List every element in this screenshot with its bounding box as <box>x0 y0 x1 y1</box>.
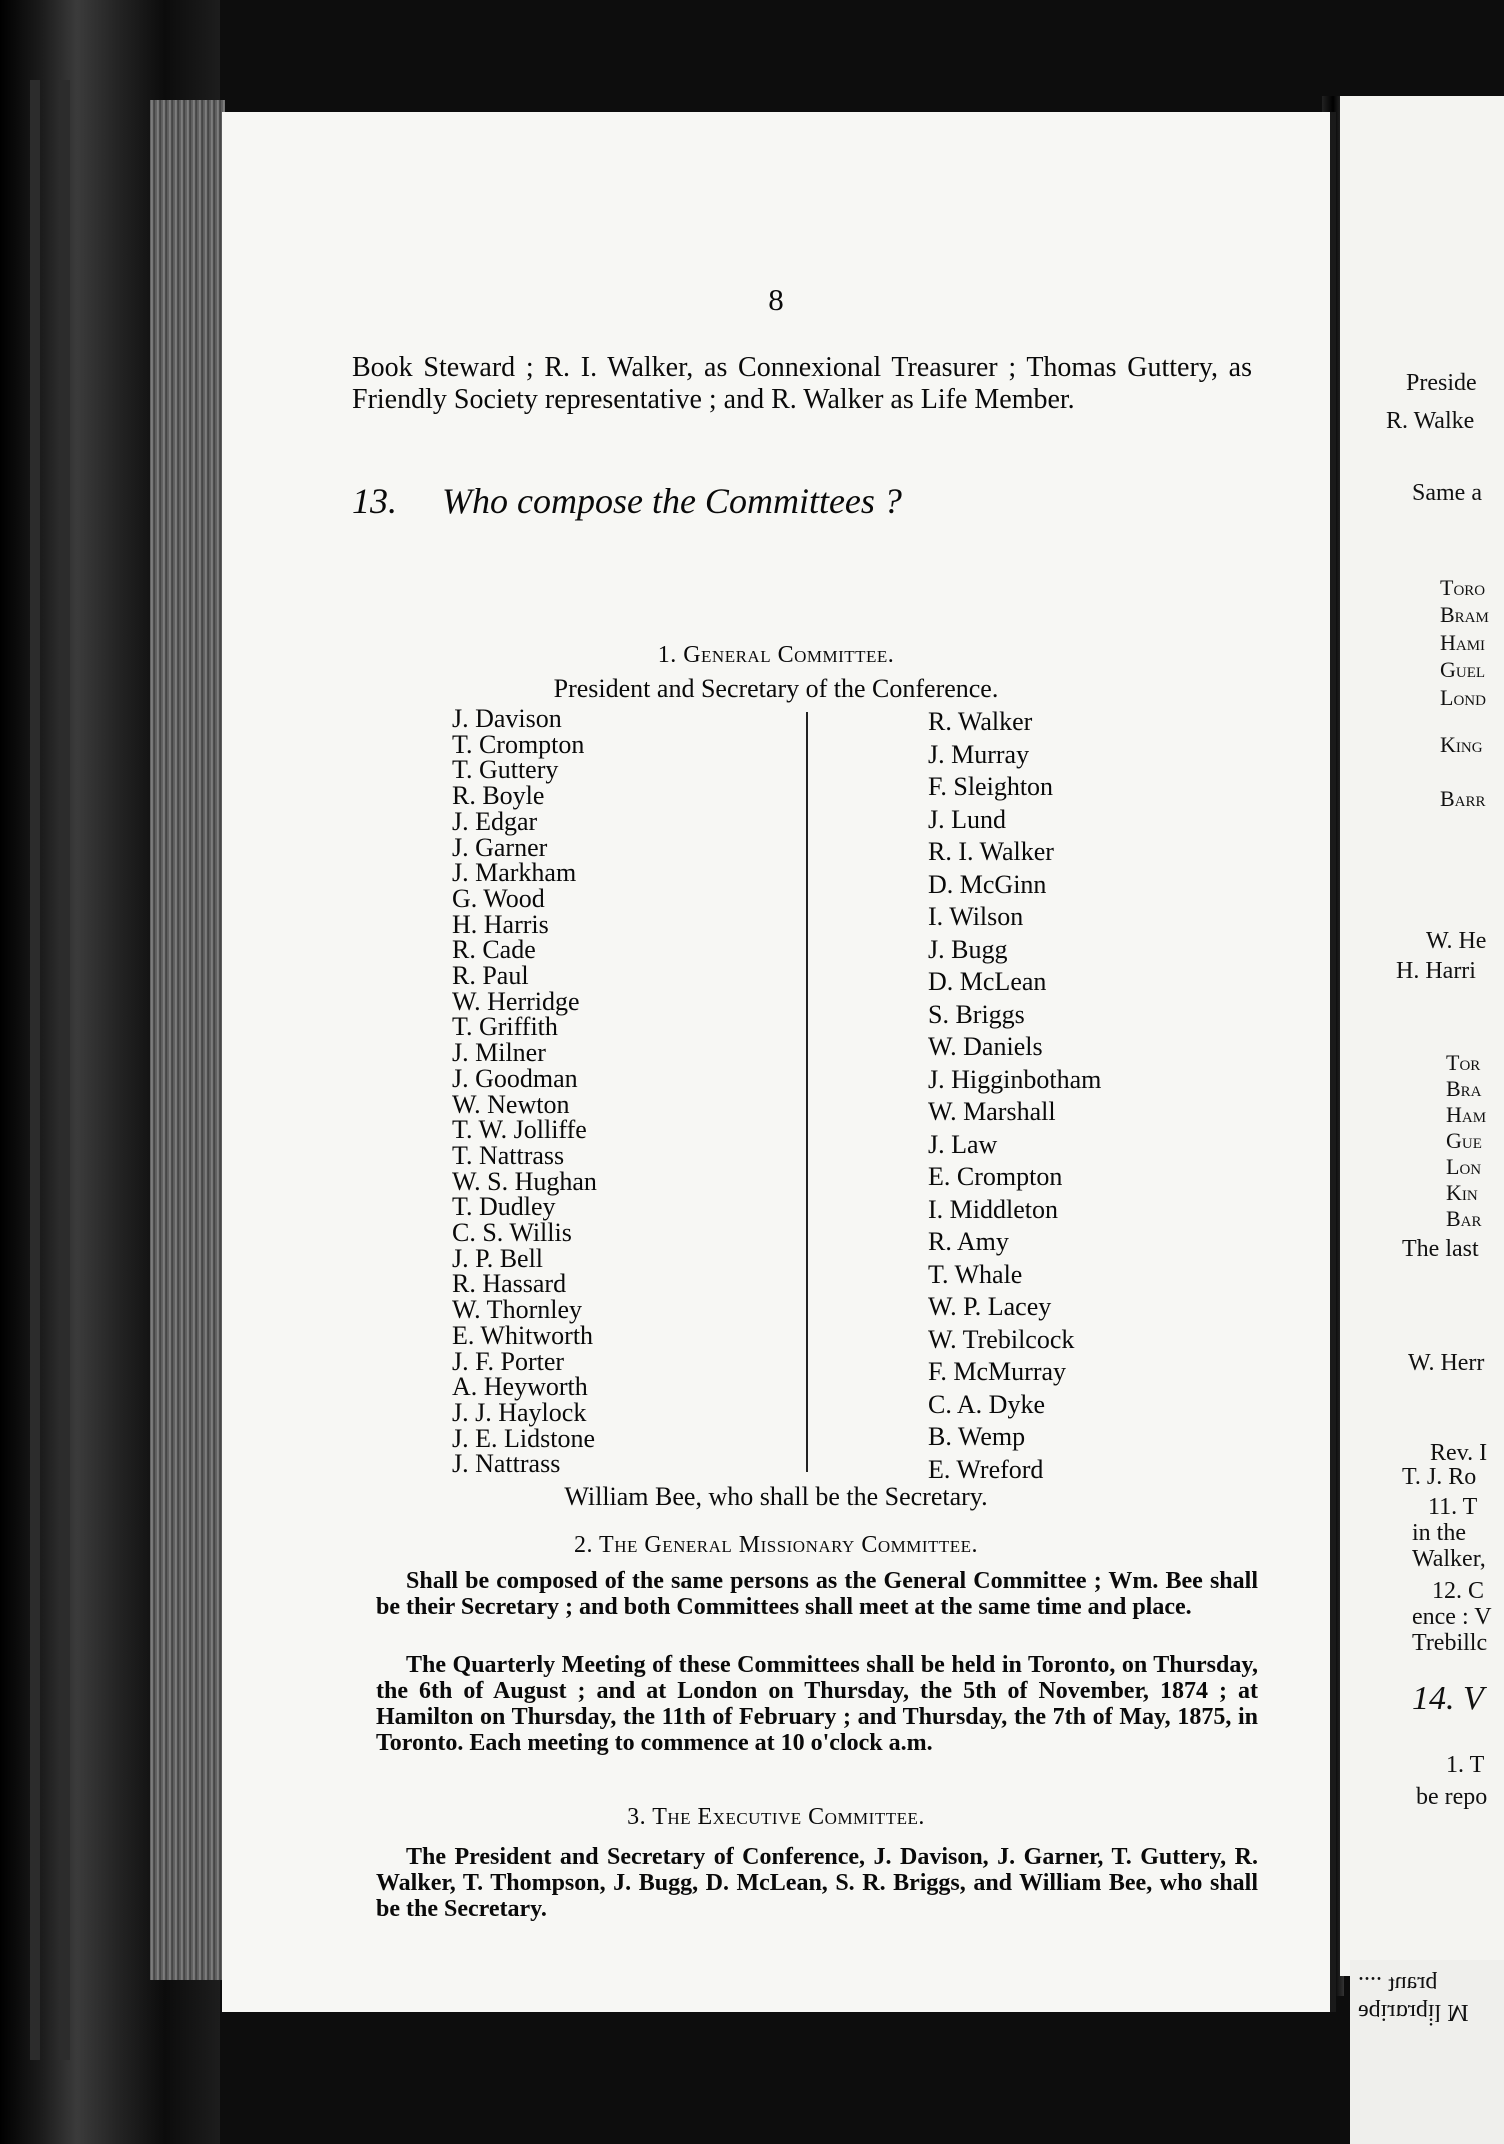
general-committee-subheading: President and Secretary of the Conference. <box>553 674 999 703</box>
right-page-text: 12. C <box>1432 1578 1485 1604</box>
member-name: R. Hassard <box>452 1269 567 1299</box>
member-name: F. Sleighton <box>928 772 1054 801</box>
member-name: H. Harris <box>452 909 549 939</box>
member-name: R. Cade <box>452 935 536 965</box>
member-name: E. Whitworth <box>452 1320 594 1350</box>
missionary-committee-paragraph-2: The Quarterly Meeting of these Committees shall be held in Toronto, on Thursday, the 6th of August ; and at London on Thursday, the 5th of November, 1874 ; at Hamilton on Thursday, the 11th of February ; and Thursday, the 7th of May, 1875, in Toronto. Each meeting to commence at 10 o'clock a.m. <box>376 1652 1258 1756</box>
right-page-text: W. Herr <box>1408 1350 1485 1376</box>
member-name: D. McLean <box>928 967 1047 996</box>
member-name: T. Dudley <box>452 1192 556 1222</box>
member-name: J. F. Porter <box>452 1346 565 1376</box>
right-page-text: Gue <box>1446 1128 1482 1153</box>
missionary-committee-paragraph-1: Shall be composed of the same persons as the General Committee ; Wm. Bee shall be their Secretary ; and both Committees shall meet at the same time and place. <box>376 1568 1258 1620</box>
member-name: J. J. Haylock <box>452 1397 587 1427</box>
question-number: 13. <box>352 481 397 521</box>
right-page-text: 11. T <box>1428 1494 1478 1520</box>
member-name: J. Bugg <box>928 934 1008 964</box>
member-name: B. Wemp <box>928 1422 1026 1451</box>
page-number: 8 <box>768 282 784 317</box>
bottom-strip <box>1350 1960 1504 2144</box>
executive-committee-heading: 3. The Executive Committee. <box>627 1804 925 1830</box>
member-name: A. Heyworth <box>452 1372 588 1402</box>
general-committee-secretary: William Bee, who shall be the Secretary. <box>564 1482 988 1511</box>
member-name: T. Crompton <box>452 729 585 759</box>
member-name: I. Middleton <box>928 1194 1058 1224</box>
member-name: J. Milner <box>452 1038 546 1068</box>
right-page-text: R. Walke <box>1386 408 1475 434</box>
right-page-text: Rev. I <box>1430 1440 1488 1466</box>
right-page-text: T. J. Ro <box>1402 1464 1477 1490</box>
left-page <box>222 112 1336 2012</box>
member-name: T. Griffith <box>452 1012 558 1042</box>
mirrored-line: əqiɹɒɹqi̇l M <box>1358 1999 1469 2025</box>
member-name: T. Nattrass <box>452 1140 565 1170</box>
member-name: R. Boyle <box>452 781 545 811</box>
binding-stripe <box>60 80 70 2060</box>
member-name: C. S. Willis <box>452 1218 572 1248</box>
member-name: J. Garner <box>452 832 548 862</box>
member-name: T. Whale <box>928 1259 1023 1289</box>
member-name: R. Walker <box>928 707 1033 736</box>
right-page-text: Walker, <box>1412 1546 1486 1572</box>
member-name: J. Lund <box>928 804 1006 834</box>
member-name: J. Edgar <box>452 806 538 836</box>
member-name: J. Goodman <box>452 1063 578 1093</box>
member-name: W. Trebilcock <box>928 1324 1075 1354</box>
member-name: T. W. Jolliffe <box>452 1115 587 1145</box>
missionary-committee-heading: 2. The General Missionary Committee. <box>573 1532 979 1558</box>
member-name: G. Wood <box>452 883 545 913</box>
right-page-text: W. He <box>1426 928 1487 954</box>
member-name: W. Daniels <box>928 1032 1043 1061</box>
member-name: J. Nattrass <box>452 1449 561 1479</box>
member-name: W. Newton <box>452 1089 570 1119</box>
member-name: F. McMurray <box>928 1357 1067 1386</box>
right-page-text: in the <box>1412 1520 1466 1546</box>
executive-committee-paragraph: The President and Secretary of Conference, J. Davison, J. Garner, T. Guttery, R. Walker, T. Thompson, J. Bugg, D. McLean, S. R. Briggs, and William Bee, who shall be the Secretary. <box>376 1844 1258 1922</box>
member-name: J. Law <box>928 1129 998 1159</box>
right-page-text: Trebillc <box>1412 1630 1488 1656</box>
column-divider <box>806 712 808 1472</box>
binding-stripe <box>30 80 40 2060</box>
right-page-text: Kin <box>1446 1180 1478 1205</box>
right-page-text: The last <box>1402 1236 1479 1262</box>
general-committee-heading: 1. General Committee. <box>657 642 895 668</box>
member-name: T. Guttery <box>452 755 559 785</box>
member-name: W. Herridge <box>452 986 580 1016</box>
right-page-text: Bra <box>1446 1076 1482 1101</box>
member-name: S. Briggs <box>928 999 1025 1029</box>
question-title <box>352 480 902 522</box>
member-name: R. Amy <box>928 1227 1009 1256</box>
members-left-column <box>452 706 597 1477</box>
member-name: J. P. Bell <box>452 1243 544 1273</box>
right-page-text: Barr <box>1440 786 1486 811</box>
right-page-text: Hami <box>1440 630 1486 655</box>
member-name: W. Thornley <box>452 1295 582 1325</box>
page-edges <box>150 100 225 1980</box>
member-name: J. E. Lidstone <box>452 1423 595 1453</box>
intro-paragraph: Book Steward ; R. I. Walker, as Connexional Treasurer ; Thomas Guttery, as Friendly Society representative ; and R. Walker as Life Member. <box>352 352 1252 415</box>
right-page-text: 1. T <box>1446 1752 1485 1778</box>
member-name: J. Davison <box>452 704 562 733</box>
right-page-text: ence : V <box>1412 1604 1492 1630</box>
right-page-text: Ham <box>1446 1102 1487 1127</box>
right-page-text: Preside <box>1406 370 1477 396</box>
member-name: R. I. Walker <box>928 837 1054 866</box>
member-name: W. P. Lacey <box>928 1292 1052 1321</box>
member-name: J. Murray <box>928 739 1030 769</box>
right-page-text: 14. V <box>1412 1680 1484 1717</box>
member-name: J. Higginbotham <box>928 1064 1102 1094</box>
member-name: E. Crompton <box>928 1162 1063 1191</box>
member-name: I. Wilson <box>928 902 1024 931</box>
right-page-text: be repo <box>1416 1784 1488 1810</box>
right-page-text: Bar <box>1446 1206 1482 1231</box>
member-name: C. A. Dyke <box>928 1389 1045 1419</box>
right-page-text: Guel <box>1440 657 1486 682</box>
right-page-text: Lond <box>1440 685 1486 710</box>
member-name: J. Markham <box>452 858 577 888</box>
right-page-text: Tor <box>1446 1050 1481 1075</box>
mirrored-line: .... ʇuɐɹq <box>1358 1971 1438 1997</box>
member-name: E. Wreford <box>928 1454 1044 1484</box>
right-page-text: King <box>1440 732 1483 757</box>
right-page-text: Same a <box>1412 480 1482 506</box>
question-text: Who compose the Committees ? <box>442 481 902 521</box>
right-page-text: Lon <box>1446 1154 1482 1179</box>
mirrored-text <box>1358 1970 1469 2026</box>
right-page-text: Bram <box>1440 602 1489 627</box>
member-name: D. McGinn <box>928 869 1047 899</box>
member-name: W. Marshall <box>928 1097 1056 1126</box>
member-name: W. S. Hughan <box>452 1166 597 1196</box>
right-page-text: Toro <box>1440 575 1486 600</box>
member-name: R. Paul <box>452 961 529 991</box>
right-page-text: H. Harri <box>1396 958 1476 984</box>
members-right-column <box>928 706 1101 1486</box>
